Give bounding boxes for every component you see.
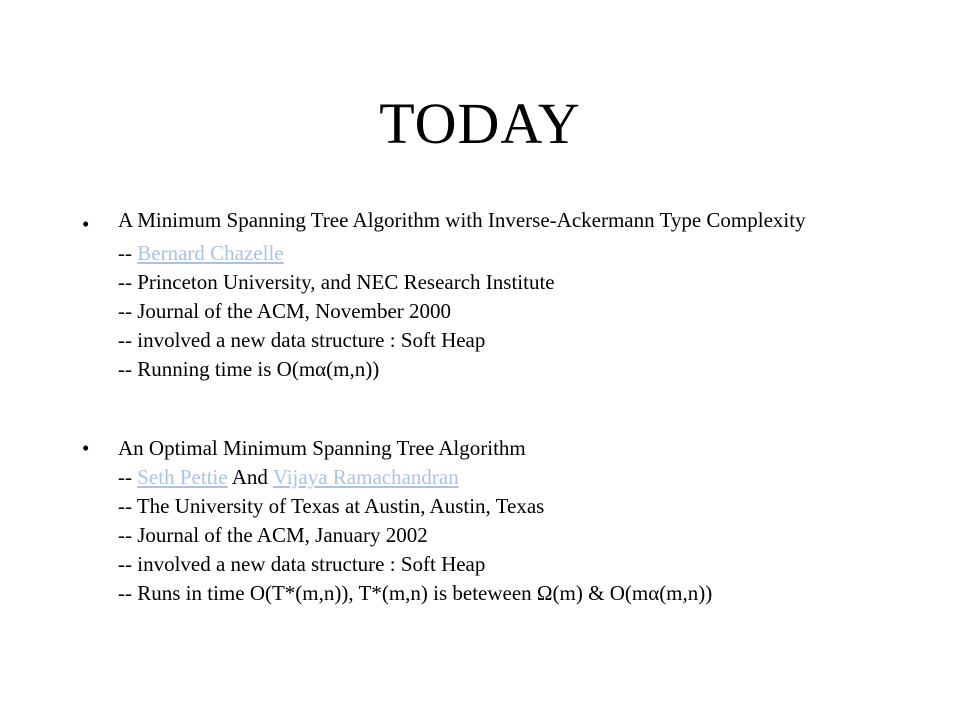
bullet-chazelle — [82, 210, 842, 384]
detail-line: -- Journal of the ACM, November 2000 — [118, 299, 452, 323]
bullet-symbol: • — [82, 436, 90, 460]
author-line — [118, 239, 842, 268]
dash-prefix: -- — [118, 241, 138, 265]
detail-line: -- involved a new data structure : Soft Heap — [118, 552, 486, 576]
author-link-ramachandran[interactable]: Vijaya Ramachandran — [272, 465, 459, 489]
detail-line: -- Running time is O(mα(m,n)) — [118, 357, 380, 381]
bullet-pettie-ramachandran — [82, 434, 842, 608]
author-line — [118, 463, 842, 492]
author-joiner: And — [227, 465, 273, 489]
bullet-heading: A Minimum Spanning Tree Algorithm with Inverse-Ackermann Type Complexity — [118, 208, 806, 232]
detail-line: -- The University of Texas at Austin, Austin, Texas — [118, 494, 545, 518]
detail-line: -- Princeton University, and NEC Research Institute — [118, 270, 555, 294]
detail-line: -- Runs in time O(T*(m,n)), T*(m,n) is beteween Ω(m) & O(mα(m,n)) — [118, 581, 713, 605]
bullet-heading: An Optimal Minimum Spanning Tree Algorithm — [118, 436, 526, 460]
detail-line: -- Journal of the ACM, January 2002 — [118, 523, 428, 547]
detail-line: -- involved a new data structure : Soft Heap — [118, 328, 486, 352]
bullet-symbol: • — [82, 212, 90, 236]
author-link-pettie[interactable]: Seth Pettie — [137, 465, 228, 489]
dash-prefix: -- — [118, 465, 138, 489]
slide-title: TODAY — [379, 91, 581, 156]
author-link-chazelle[interactable]: Bernard Chazelle — [137, 241, 284, 265]
